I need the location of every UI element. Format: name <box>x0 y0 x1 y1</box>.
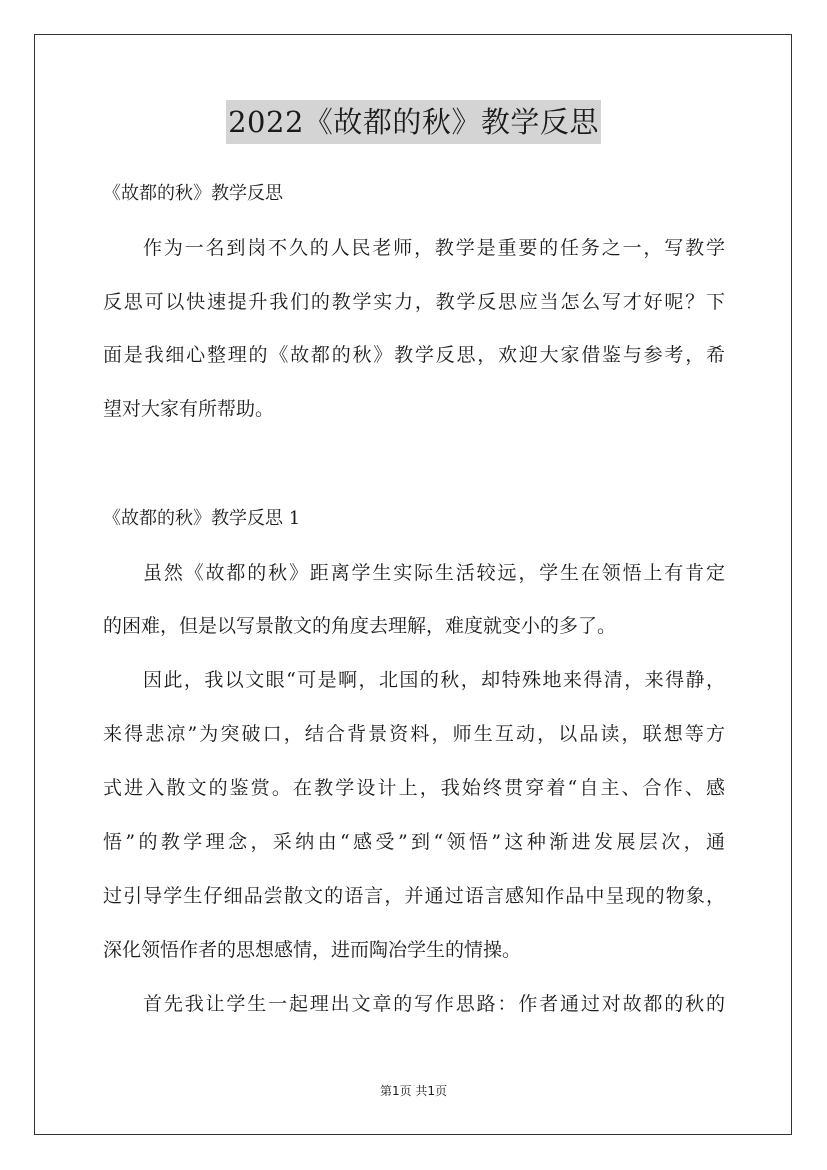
intro-line: 反思可以快速提升我们的教学实力，教学反思应当怎么写才好呢？下 <box>103 291 725 313</box>
section-heading: 《故都的秋》教学反思 1 <box>103 508 301 529</box>
intro-line: 面是我细心整理的《故都的秋》教学反思，欢迎大家借鉴与参考，希 <box>103 344 725 366</box>
intro-line: 作为一名到岗不久的人民老师，教学是重要的任务之一，写教学 <box>143 237 725 259</box>
paragraph-line: 式进入散文的鉴赏。在教学设计上，我始终贯穿着“自主、合作、感 <box>103 777 725 799</box>
page-footer: 第1页 共1页 <box>379 1084 448 1098</box>
paragraph-line: 悟”的教学理念，采纳由“感受”到“领悟”这种渐进发展层次，通 <box>103 831 725 853</box>
title-container <box>0 100 827 144</box>
intro-heading: 《故都的秋》教学反思 <box>103 183 283 204</box>
paragraph-line: 虽然《故都的秋》距离学生实际生活较远，学生在领悟上有肯定 <box>143 562 725 584</box>
paragraph-line: 深化领悟作者的思想感情，进而陶冶学生的情操。 <box>103 939 522 961</box>
paragraph-line: 的困难，但是以写景散文的角度去理解，难度就变小的多了。 <box>103 615 617 637</box>
document-title: 2022《故都的秋》教学反思 <box>226 100 601 144</box>
paragraph-line: 来得悲凉”为突破口，结合背景资料，师生互动，以品读，联想等方 <box>103 723 725 745</box>
paragraph-line: 因此，我以文眼“可是啊，北国的秋，却特殊地来得清，来得静， <box>143 669 725 691</box>
intro-line: 望对大家有所帮助。 <box>103 398 275 420</box>
paragraph-line: 首先我让学生一起理出文章的写作思路：作者通过对故都的秋的 <box>143 993 725 1015</box>
paragraph-line: 过引导学生仔细品尝散文的语言，并通过语言感知作品中呈现的物象， <box>103 885 725 907</box>
